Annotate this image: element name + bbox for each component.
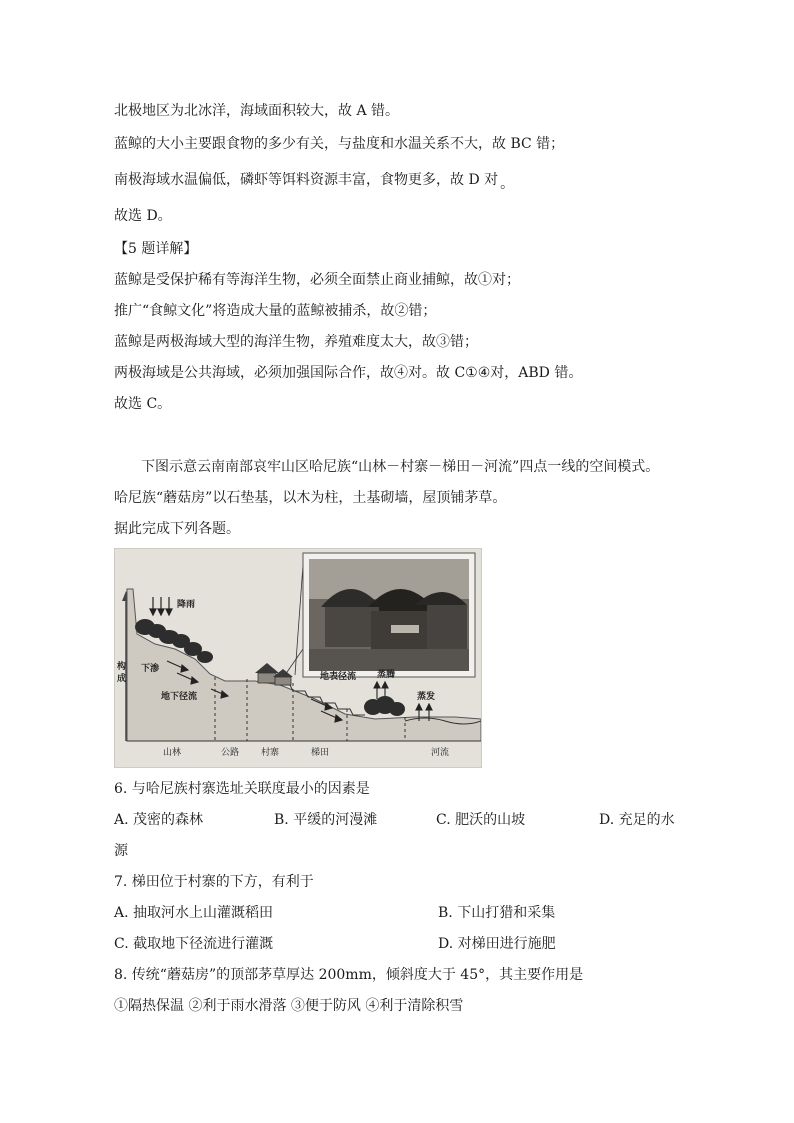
zone-road: 公路 — [221, 748, 240, 758]
q7-option-c[interactable]: C. 截取地下径流进行灌溉 — [114, 936, 274, 952]
intro-paragraph-3: 据此完成下列各题。 — [114, 521, 240, 537]
answer-line-2: 蓝鲸的大小主要跟食物的多少有关，与盐度和水温关系不大，故 BC 错； — [114, 136, 565, 152]
answer-line-9: 故选 C。 — [114, 396, 172, 412]
q6-option-a[interactable]: A. 茂密的森林 — [114, 812, 204, 828]
mushroom-house-photo — [303, 553, 475, 677]
q6-stem: 6. 与哈尼族村寨选址关联度最小的因素是 — [114, 781, 370, 797]
answer-line-7: 蓝鲸是两极海域大型的海洋生物，养殖难度太大，故③错； — [114, 334, 478, 350]
label-surface-runoff: 地表径流 — [320, 672, 357, 682]
answer-line-5: 蓝鲸是受保护稀有等海洋生物，必须全面禁止商业捕鲸，故①对； — [114, 272, 520, 288]
label-evaporation: 蒸发 — [417, 692, 436, 702]
zone-village: 村寨 — [261, 748, 280, 758]
q6-option-d[interactable]: D. 充足的水 — [599, 812, 675, 828]
answer-line-3 — [114, 170, 514, 190]
q7-option-a[interactable]: A. 抽取河水上山灌溉稻田 — [114, 905, 274, 921]
q6-option-b[interactable]: B. 平缓的河漫滩 — [274, 812, 378, 828]
label-rain: 降雨 — [177, 600, 196, 610]
zone-river: 河流 — [431, 748, 450, 758]
answer-line-3-period: 。 — [500, 176, 515, 192]
side-label-1: 构 — [117, 662, 127, 672]
zone-forest: 山林 — [163, 748, 182, 758]
q7-option-b[interactable]: B. 下山打猎和采集 — [438, 905, 556, 921]
label-infiltration: 下渗 — [141, 664, 160, 674]
intro-paragraph-1: 下图示意云南南部哀牢山区哈尼族“山林－村寨－梯田－河流”四点一线的空间模式。 — [141, 459, 660, 475]
side-label-2: 成 — [117, 674, 127, 684]
intro-paragraph-2: 哈尼族“蘑菇房”以石垫基，以木为柱，土基砌墙，屋顶铺茅草。 — [114, 490, 507, 506]
label-groundwater: 地下径流 — [161, 692, 198, 702]
q6-option-c[interactable]: C. 肥沃的山坡 — [436, 812, 526, 828]
rain-arrows — [150, 597, 172, 615]
zone-terraces: 梯田 — [311, 748, 330, 758]
answer-line-1: 北极地区为北冰洋，海域面积较大，故 A 错。 — [114, 103, 400, 119]
answer-line-3-text: 南极海域水温偏低，磷虾等饵料资源丰富，食物更多，故 D 对 — [114, 172, 499, 188]
answer-line-4: 故选 D。 — [114, 208, 172, 224]
answer-line-6: 推广“食鲸文化”将造成大量的蓝鲸被捕杀，故②错； — [114, 303, 437, 319]
q7-option-d[interactable]: D. 对梯田进行施肥 — [438, 936, 556, 952]
q5-detail-header: 【5 题详解】 — [114, 241, 198, 257]
q6-option-d-wrap: 源 — [114, 843, 128, 859]
q7-stem: 7. 梯田位于村寨的下方，有利于 — [114, 874, 314, 890]
hani-spatial-pattern-figure — [114, 548, 482, 768]
answer-line-8: 两极海域是公共海域，必须加强国际合作，故④对。故 C①④对，ABD 错。 — [114, 365, 583, 381]
figure-diagram — [115, 549, 481, 767]
q8-stem: 8. 传统“蘑菇房”的顶部茅草厚达 200mm，倾斜度大于 45°，其主要作用是 — [114, 967, 584, 983]
label-transpiration: 蒸腾 — [377, 670, 396, 680]
q8-options: ①隔热保温 ②利于雨水滑落 ③便于防风 ④利于清除积雪 — [114, 998, 464, 1014]
